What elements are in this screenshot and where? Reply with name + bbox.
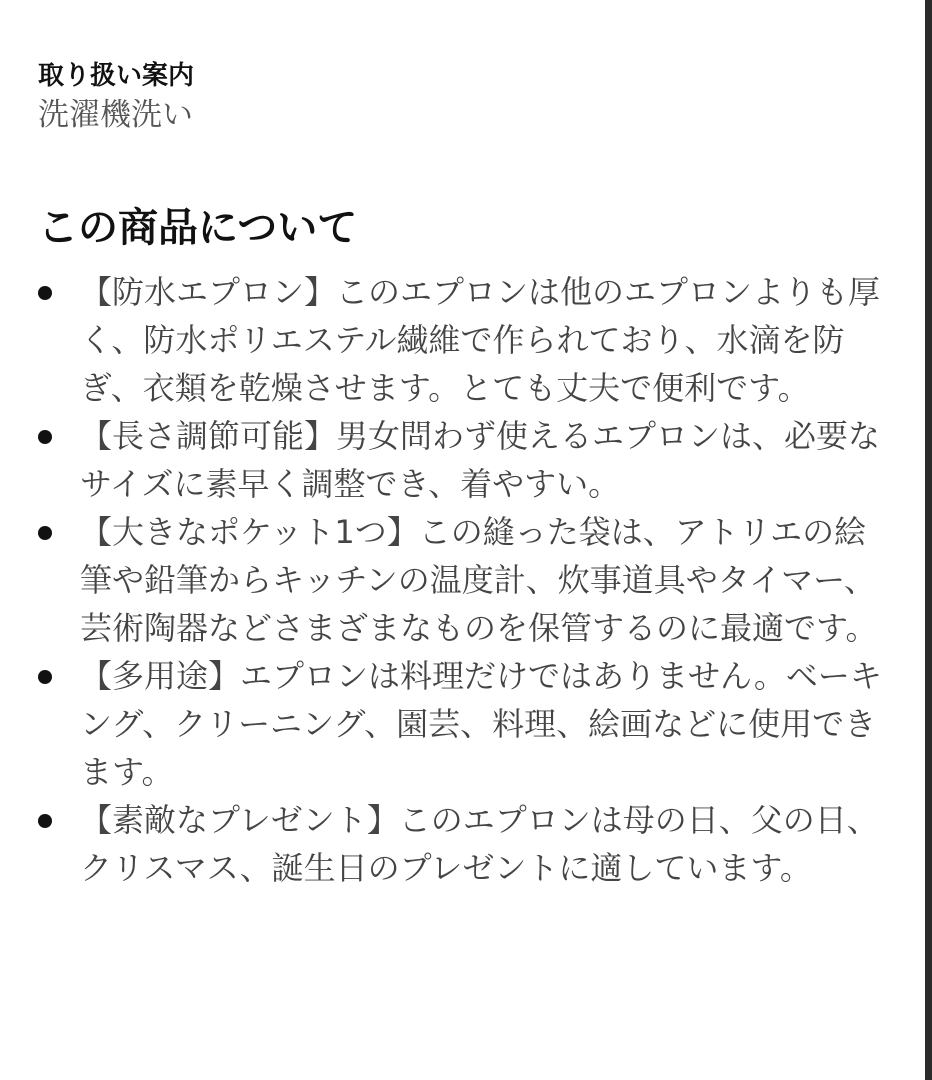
care-instructions-value: 洗濯機洗い bbox=[38, 97, 193, 133]
right-edge-border bbox=[925, 0, 932, 1080]
feature-text: 【素敵なプレゼント】このエプロンは母の日、父の日、クリスマス、誕生日のプレゼントに適しています。 bbox=[80, 801, 879, 887]
feature-text: 【多用途】エプロンは料理だけではありません。ベーキング、クリーニング、園芸、料理、絵画などに使用できます。 bbox=[80, 657, 882, 791]
feature-text: 【防水エプロン】このエプロンは他のエプロンよりも厚く、防水ポリエステル繊維で作られており、水滴を防ぎ、衣類を乾燥させます。とても丈夫で便利です。 bbox=[80, 273, 881, 407]
feature-versatile bbox=[38, 652, 898, 796]
bullet-dot-icon bbox=[38, 526, 52, 540]
product-feature-list bbox=[38, 268, 898, 892]
feature-waterproof bbox=[38, 268, 898, 412]
bullet-dot-icon bbox=[38, 670, 52, 684]
feature-gift bbox=[38, 796, 898, 892]
care-instructions-section bbox=[38, 58, 194, 136]
feature-text: 【大きなポケット1つ】この縫った袋は、アトリエの絵筆や鉛筆からキッチンの温度計、炊事道具やタイマー、芸術陶器などさまざまなものを保管するのに最適です。 bbox=[80, 513, 878, 647]
feature-large-pocket bbox=[38, 508, 898, 652]
feature-adjustable-length bbox=[38, 412, 898, 508]
bullet-dot-icon bbox=[38, 430, 52, 444]
care-instructions-label: 取り扱い案内 bbox=[38, 61, 195, 91]
about-product-heading: この商品について bbox=[38, 205, 358, 251]
bullet-dot-icon bbox=[38, 286, 52, 300]
bullet-dot-icon bbox=[38, 814, 52, 828]
feature-text: 【長さ調節可能】男女問わず使えるエプロンは、必要なサイズに素早く調整でき、着やすい。 bbox=[80, 417, 881, 503]
